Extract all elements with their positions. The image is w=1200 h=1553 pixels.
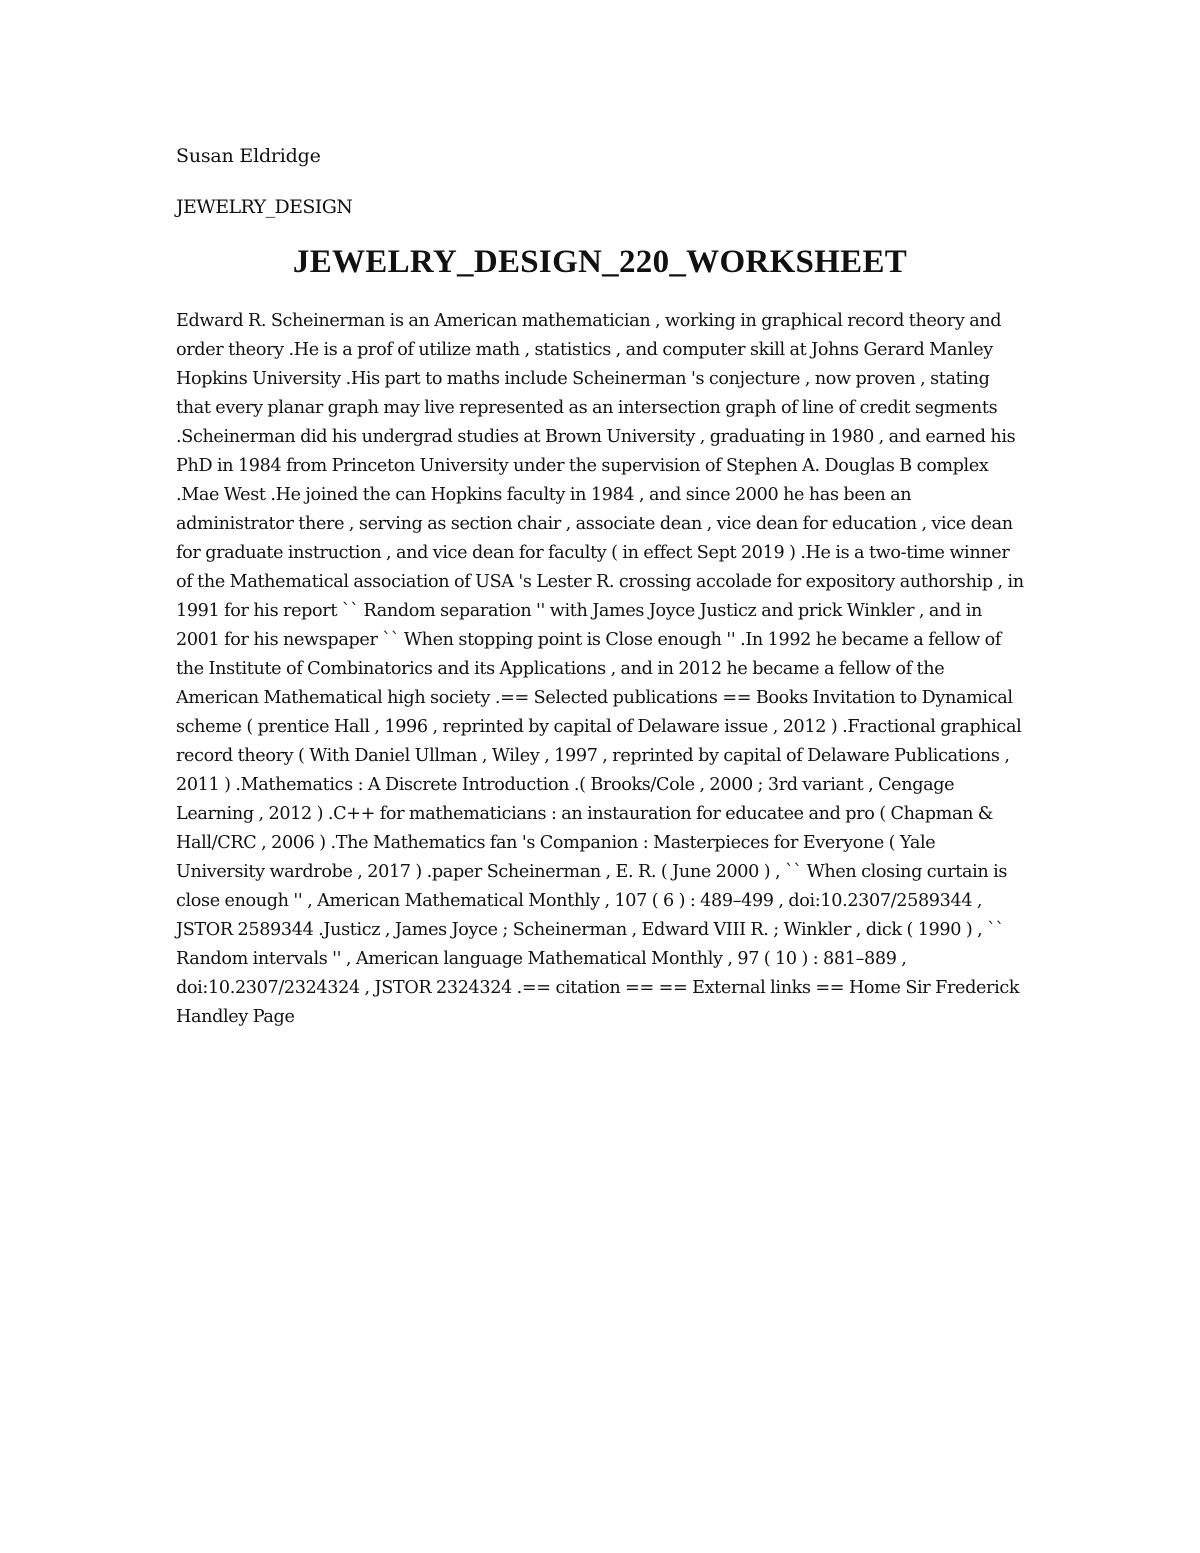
course-subject: JEWELRY_DESIGN (176, 196, 353, 218)
author-name: Susan Eldridge (176, 145, 321, 167)
document-title: JEWELRY_DESIGN_220_WORKSHEET (292, 244, 908, 280)
body-paragraph: Edward R. Scheinerman is an American mathematician , working in graphical record theory and order theory .He is a prof of utilize math , statistics , and computer skill at Johns Gerard Manley Hopkins University .His part to maths include Scheinerman 's conjecture , now proven , stating that every planar graph may live represented as an intersection graph of line of credit segments .Scheinerman did his undergrad studies at Brown University , graduating in 1980 , and earned his PhD in 1984 from Princeton University under the supervision of Stephen A. Douglas B complex .Mae West .He joined the can Hopkins faculty in 1984 , and since 2000 he has been an administrator there , serving as section chair , associate dean , vice dean for education , vice dean for graduate instruction , and vice dean for faculty ( in effect Sept 2019 ) .He is a two-time winner of the Mathematical association of USA 's Lester R. crossing accolade for expository authorship , in 1991 for his report `` Random separation '' with James Joyce Justicz and prick Winkler , and in 2001 for his newspaper `` When stopping point is Close enough '' .In 1992 he became a fellow of the Institute of Combinatorics and its Applications , and in 2012 he became a fellow of the American Mathematical high society .== Selected publications == Books Invitation to Dynamical scheme ( prentice Hall , 1996 , reprinted by capital of Delaware issue , 2012 ) .Fractional graphical record theory ( With Daniel Ullman , Wiley , 1997 , reprinted by capital of Delaware Publications , 2011 ) .Mathematics : A Discrete Introduction .( Brooks/Cole , 2000 ; 3rd variant , Cengage Learning , 2012 ) .C++ for mathematicians : an instauration for educatee and pro ( Chapman & Hall/CRC , 2006 ) .The Mathematics fan 's Companion : Masterpieces for Everyone ( Yale University wardrobe , 2017 ) .paper Scheinerman , E. R. ( June 2000 ) , `` When closing curtain is close enough '' , American Mathematical Monthly , 107 ( 6 ) : 489–499 , doi:10.2307/2589344 , JSTOR 2589344 .Justicz , James Joyce ; Scheinerman , Edward VIII R. ; Winkler , dick ( 1990 ) , `` Random intervals '' , American language Mathematical Monthly , 97 ( 10 ) : 881–889 , doi:10.2307/2324324 , JSTOR 2324324 .== citation == == External links == Home Sir Frederick Handley Page (176, 311, 1024, 1027)
